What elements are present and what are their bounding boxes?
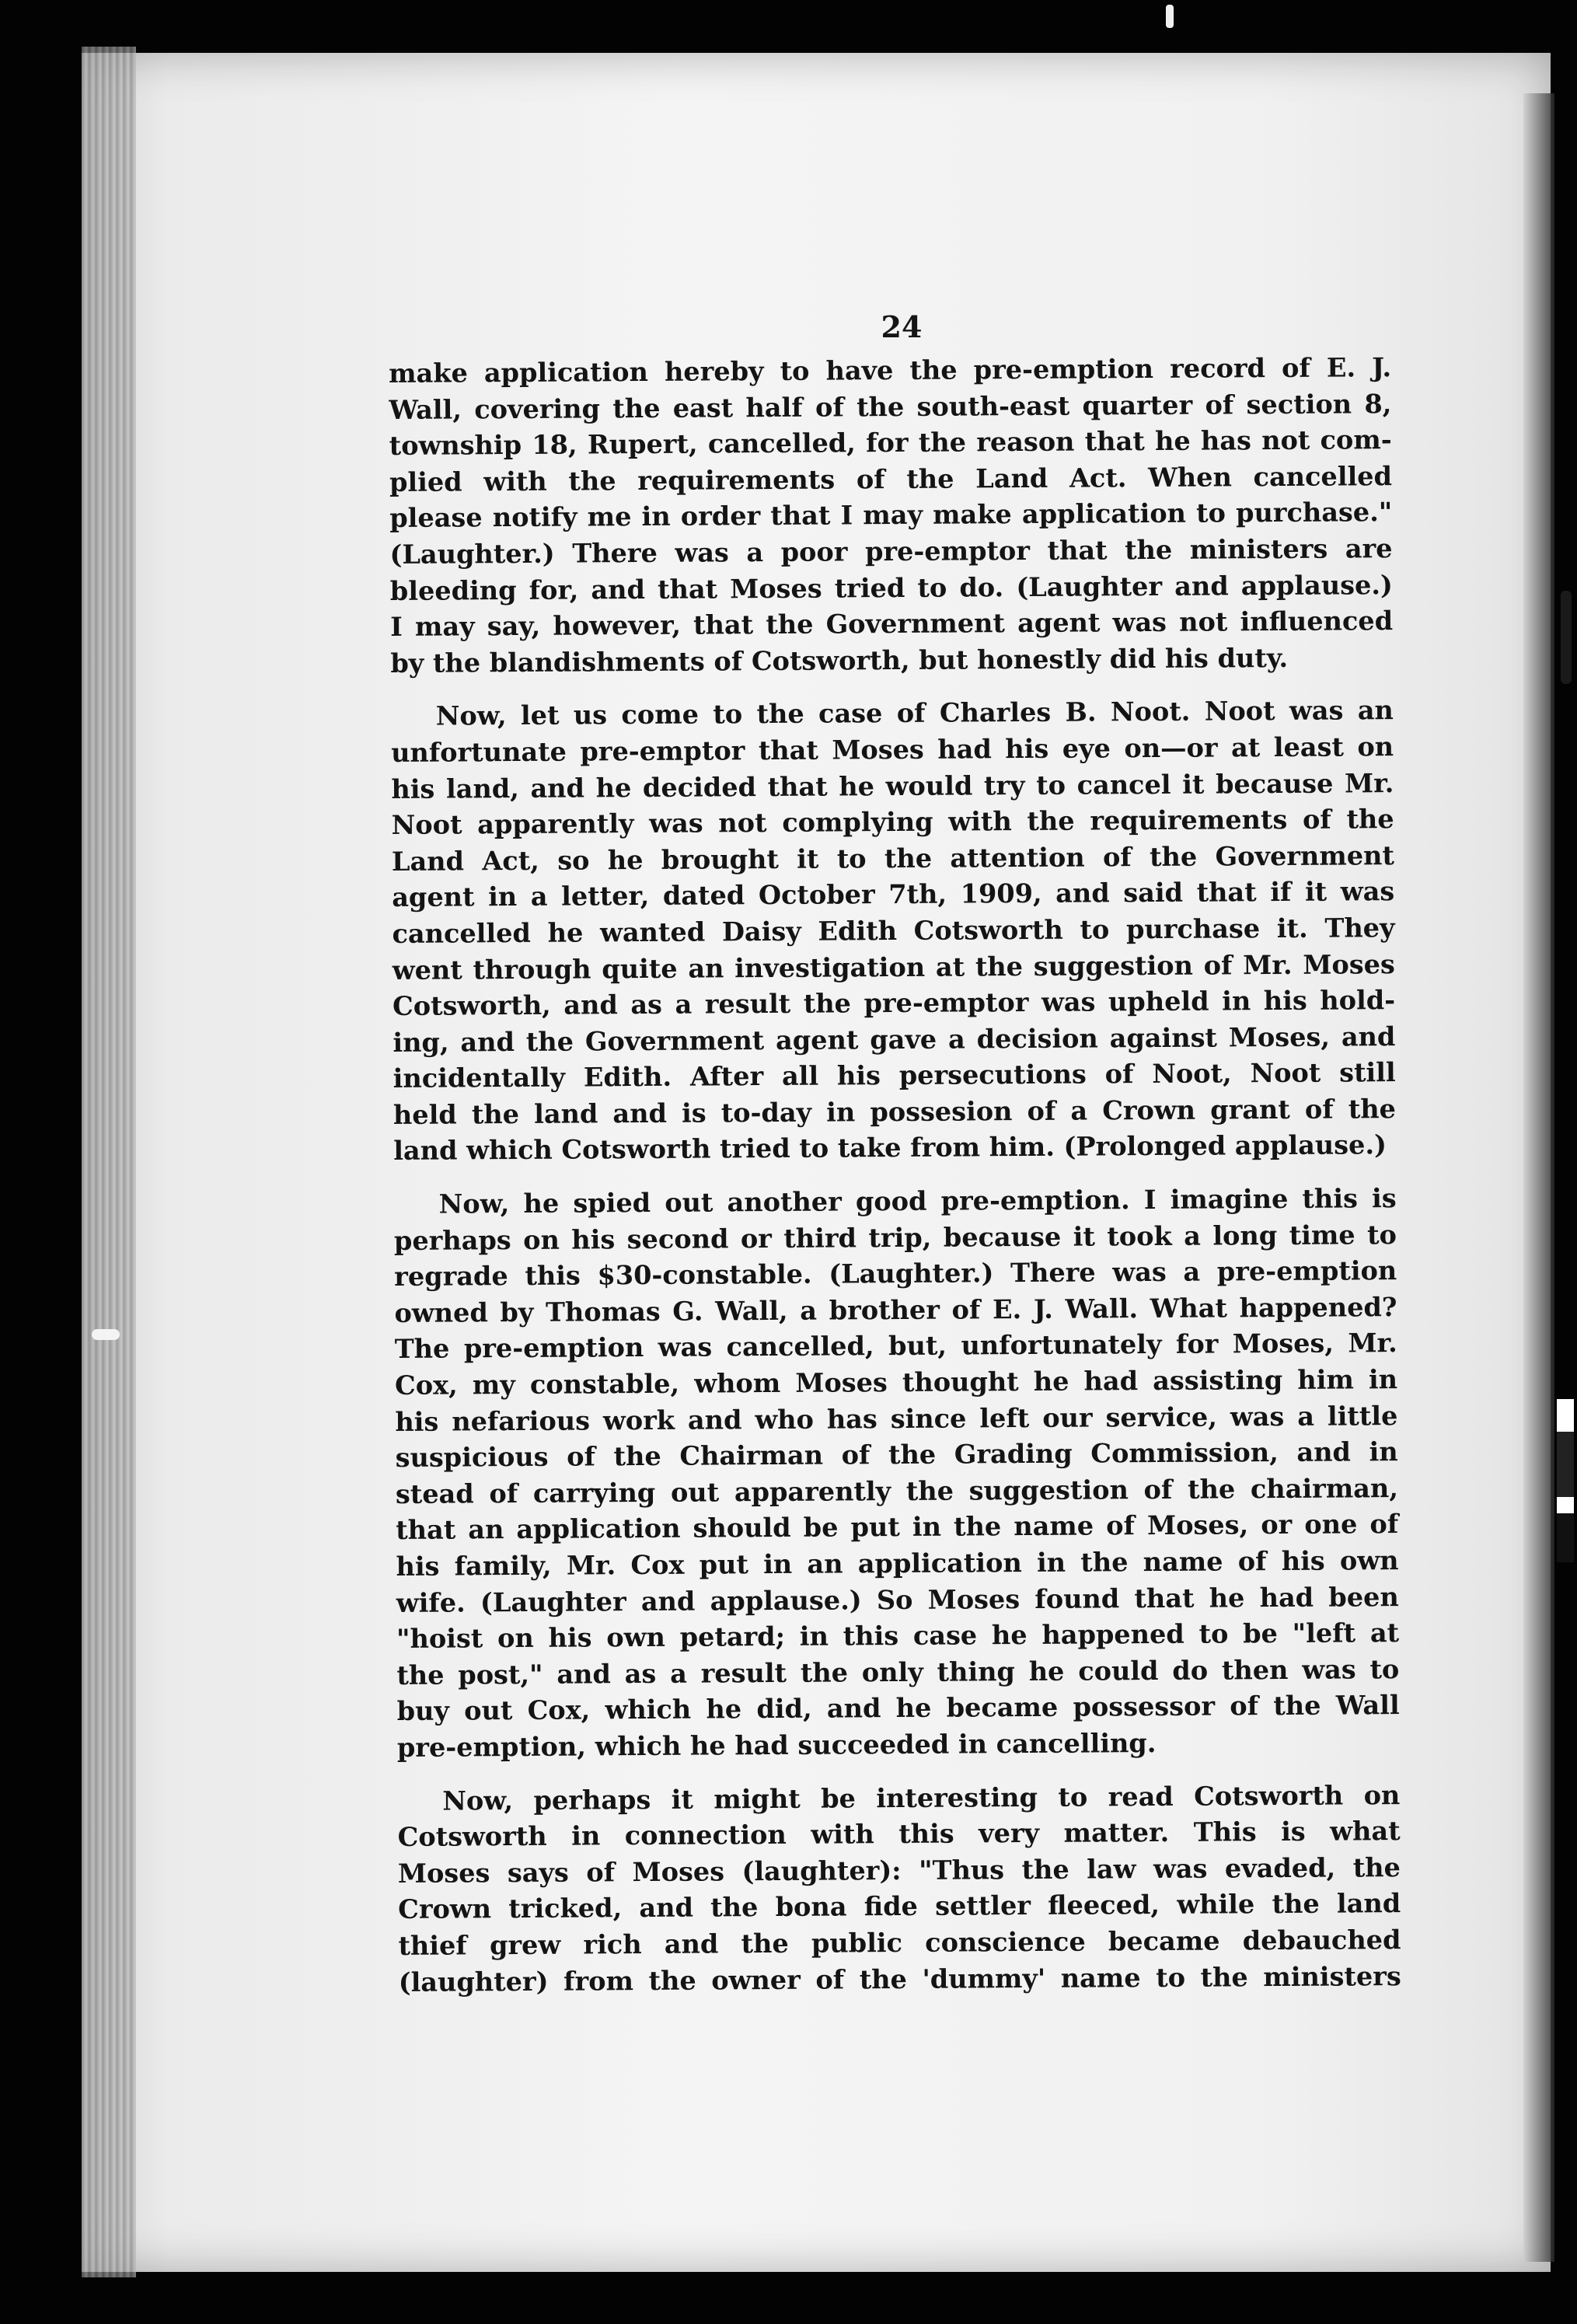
text-line: incidentally Edith. After all his persecutions of Noot, Noot still bbox=[393, 1057, 1396, 1094]
text-line: held the land and is to-day in possesion of a Crown grant of the bbox=[393, 1093, 1397, 1130]
text-line: The pre-emption was cancelled, but, unfortunately for Moses, Mr. bbox=[394, 1328, 1397, 1365]
text-line: pre-emption, which he had succeeded in cancelling. bbox=[396, 1727, 1157, 1763]
page-body-text bbox=[389, 350, 1401, 2001]
scan-artifact-right-lower bbox=[1557, 1399, 1574, 1562]
text-line: Now, perhaps it might be interesting to read Cotsworth on bbox=[442, 1779, 1401, 1816]
page-binding-edge bbox=[82, 47, 136, 2277]
text-line: owned by Thomas G. Wall, a brother of E. J. Wall. What happened? bbox=[394, 1291, 1397, 1328]
text-line: went through quite an investigation at the suggestion of Mr. Moses bbox=[392, 948, 1395, 986]
text-line: that an application should be put in the name of Moses, or one of bbox=[396, 1509, 1399, 1546]
text-line: cancelled he wanted Daisy Edith Cotsworth to purchase it. They bbox=[392, 913, 1395, 949]
text-line: perhaps on his second or third trip, because it took a long time to bbox=[393, 1219, 1397, 1256]
page-number: 24 bbox=[881, 309, 923, 344]
text-line: plied with the requirements of the Land Act. When cancelled bbox=[389, 460, 1393, 497]
text-line: township 18, Rupert, cancelled, for the reason that he has not com- bbox=[389, 424, 1392, 462]
text-line: ing, and the Government agent gave a decision against Moses, and bbox=[393, 1021, 1396, 1058]
text-line: his land, and he decided that he would try to cancel it because Mr. bbox=[391, 767, 1394, 804]
text-line: Crown tricked, and the bona fide settler fleeced, while the land bbox=[398, 1888, 1401, 1925]
text-line: suspicious of the Chairman of the Grading Commission, and in bbox=[395, 1436, 1398, 1474]
text-line: Moses says of Moses (laughter): "Thus the law was evaded, the bbox=[397, 1851, 1401, 1889]
text-line: by the blandishments of Cotsworth, but honestly did his duty. bbox=[390, 642, 1289, 679]
text-line: make application hereby to have the pre-emption record of E. J. bbox=[389, 352, 1392, 389]
text-line: Cotsworth, and as a result the pre-emptor was upheld in his hold- bbox=[392, 985, 1396, 1022]
text-line: Noot apparently was not complying with the requirements of the bbox=[391, 804, 1394, 841]
text-line: his nefarious work and who has since left our service, was a little bbox=[395, 1400, 1398, 1437]
text-line: bleeding for, and that Moses tried to do. (Laughter and applause.) bbox=[389, 569, 1393, 606]
text-line: thief grew rich and the public conscience became debauched bbox=[398, 1924, 1401, 1961]
text-line: Cotsworth in connection with this very matter. This is what bbox=[397, 1816, 1401, 1853]
text-line: Land Act, so he brought it to the attention of the Government bbox=[391, 839, 1395, 877]
text-line: unfortunate pre-emptor that Moses had his eye on—or at least on bbox=[390, 731, 1394, 768]
text-line: his family, Mr. Cox put in an application in the name of his own bbox=[396, 1545, 1399, 1582]
scan-artifact-right-upper bbox=[1561, 591, 1572, 684]
scan-artifact-left bbox=[92, 1329, 120, 1340]
text-line: land which Cotsworth tried to take from him. (Prolonged applause.) bbox=[393, 1129, 1387, 1167]
text-line: regrade this $30-constable. (Laughter.) There was a pre-emption bbox=[394, 1255, 1397, 1293]
paragraph bbox=[389, 350, 1394, 682]
paragraph bbox=[397, 1778, 1401, 2001]
text-line: "hoist on his own petard; in this case he happened to be "left at bbox=[396, 1617, 1400, 1655]
text-line: (laughter) from the owner of the 'dummy' name to the ministers bbox=[398, 1960, 1401, 1998]
text-line: Wall, covering the east half of the south-east quarter of section 8, bbox=[389, 388, 1392, 425]
text-line: the post," and as a result the only thing he could do then was to bbox=[396, 1653, 1400, 1691]
text-line: stead of carrying out apparently the suggestion of the chairman, bbox=[395, 1472, 1399, 1509]
text-line: (Laughter.) There was a poor pre-emptor that the ministers are bbox=[389, 533, 1393, 570]
text-line: buy out Cox, which he did, and he became possessor of the Wall bbox=[396, 1690, 1400, 1727]
text-line: Now, let us come to the case of Charles B. Noot. Noot was an bbox=[435, 695, 1394, 731]
text-line: I may say, however, that the Government agent was not influenced bbox=[390, 605, 1394, 643]
paragraph bbox=[391, 693, 1397, 1170]
text-line: agent in a letter, dated October 7th, 1909, and said that if it was bbox=[392, 876, 1395, 913]
paragraph bbox=[394, 1181, 1401, 1766]
page-right-edge bbox=[1523, 93, 1554, 2262]
text-line: Cox, my constable, whom Moses thought he had assisting him in bbox=[394, 1364, 1398, 1401]
text-line: please notify me in order that I may make application to purchase." bbox=[389, 497, 1393, 534]
scan-artifact-top bbox=[1166, 5, 1174, 28]
text-line: wife. (Laughter and applause.) So Moses found that he had been bbox=[396, 1581, 1399, 1618]
text-line: Now, he spied out another good pre-emption. I imagine this is bbox=[438, 1183, 1397, 1220]
